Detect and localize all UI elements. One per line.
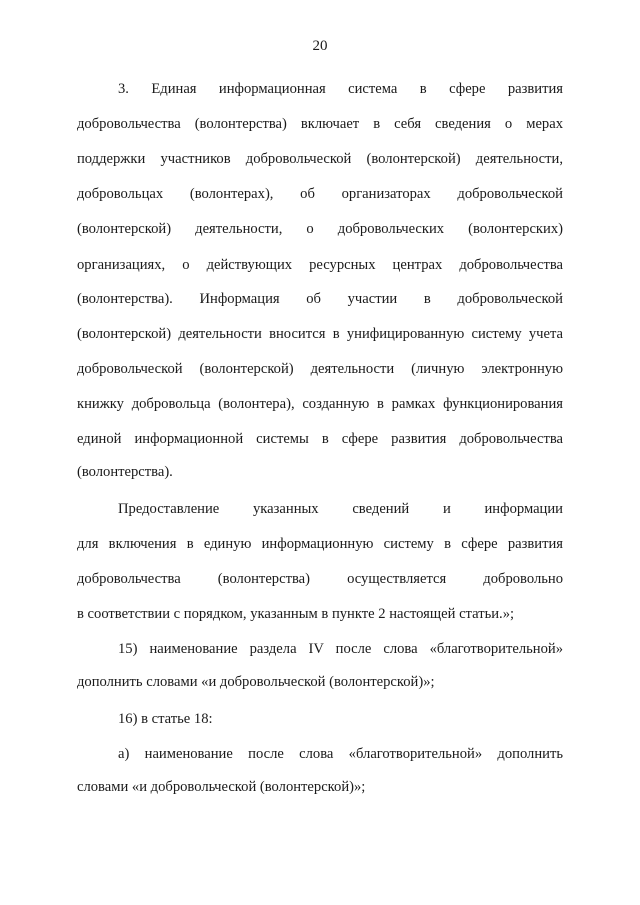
text-line: для включения в единую информационную систему в сфере развития bbox=[77, 536, 563, 552]
text-line: поддержки участников добровольческой (волонтерской) деятельности, bbox=[77, 151, 563, 167]
text-line: словами «и добровольческой (волонтерской)»; bbox=[77, 779, 366, 795]
text-line: организациях, о действующих ресурсных центрах добровольчества bbox=[77, 257, 563, 273]
text-line: добровольческой (волонтерской) деятельности (личную электронную bbox=[77, 361, 563, 377]
text-line: (волонтерства). bbox=[77, 464, 173, 480]
text-line: дополнить словами «и добровольческой (волонтерской)»; bbox=[77, 674, 435, 690]
text-line: Предоставление указанных сведений и информации bbox=[118, 501, 563, 517]
text-line: добровольцах (волонтерах), об организаторах добровольческой bbox=[77, 186, 563, 202]
text-line: в соответствии с порядком, указанным в пункте 2 настоящей статьи.»; bbox=[77, 606, 515, 622]
text-line: книжку добровольца (волонтера), созданную в рамках функционирования bbox=[77, 396, 563, 412]
text-line: единой информационной системы в сфере развития добровольчества bbox=[77, 431, 563, 447]
text-line: добровольчества (волонтерства) осуществляется добровольно bbox=[77, 571, 563, 587]
page-number: 20 bbox=[312, 38, 328, 54]
text-line: (волонтерства). Информация об участии в добровольческой bbox=[77, 291, 563, 307]
text-line: 3. Единая информационная система в сфере развития bbox=[118, 81, 563, 97]
text-line: а) наименование после слова «благотворительной» дополнить bbox=[118, 746, 563, 762]
text-line: (волонтерской) деятельности вносится в унифицированную систему учета bbox=[77, 326, 563, 342]
text-line: 15) наименование раздела IV после слова «благотворительной» bbox=[118, 641, 563, 657]
text-line: добровольчества (волонтерства) включает в себя сведения о мерах bbox=[77, 116, 563, 132]
text-line: 16) в статье 18: bbox=[118, 711, 213, 727]
text-line: (волонтерской) деятельности, о добровольческих (волонтерских) bbox=[77, 221, 563, 237]
